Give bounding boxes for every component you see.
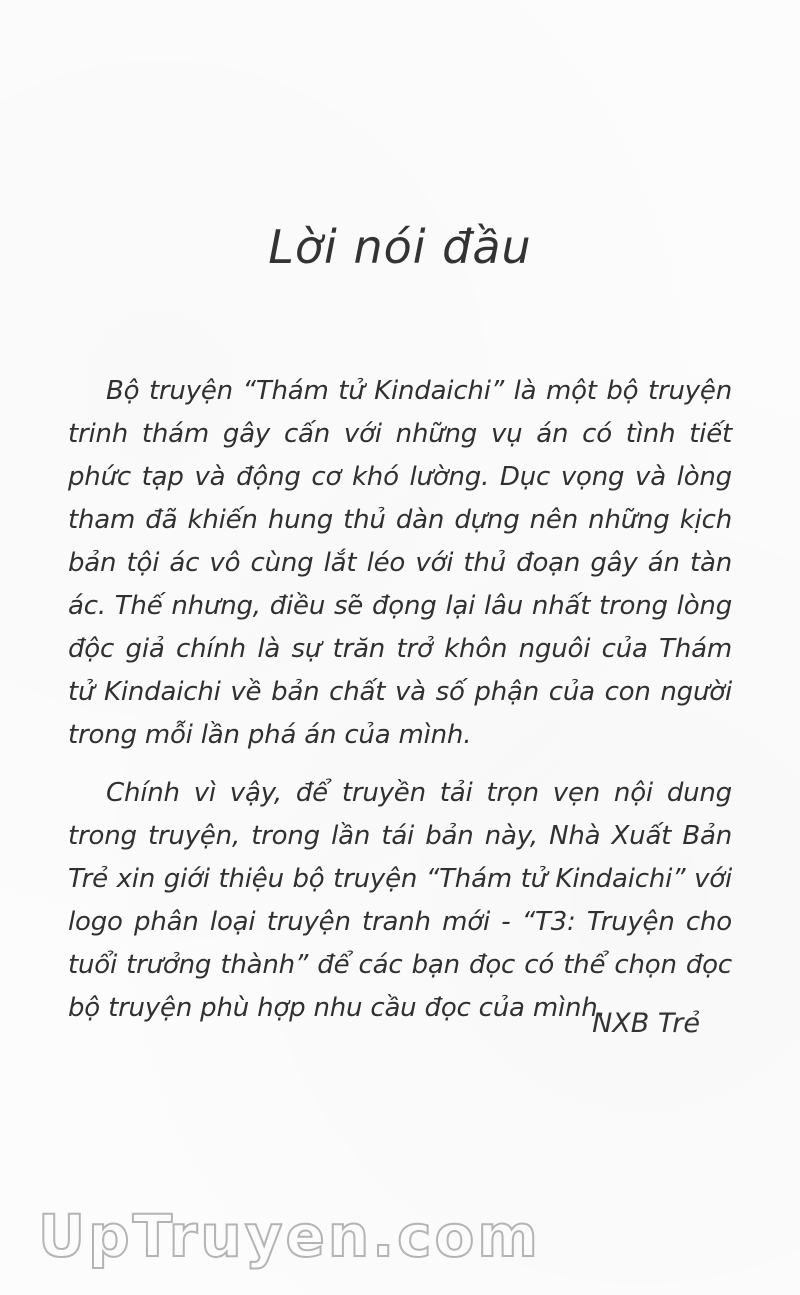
publisher-signature: NXB Trẻ xyxy=(592,1008,700,1039)
paragraph-1: Bộ truyện “Thám tử Kindaichi” là một bộ truyện trinh thám gây cấn với những vụ án có tình tiết phức tạp và động cơ khó lường. Dục vọng và lòng tham đã khiến hung thủ dàn dựng nên những kịch bản tội ác vô cùng lắt léo với thủ đoạn gây án tàn ác. Thế nhưng, điều sẽ đọng lại lâu nhất trong lòng độc giả chính là sự trăn trở khôn nguôi của Thám tử Kindaichi về bản chất và số phận của con người trong mỗi lần phá án của mình. xyxy=(68,376,732,750)
paragraph-2: Chính vì vậy, để truyền tải trọn vẹn nội dung trong truyện, trong lần tái bản này, Nhà Xuất Bản Trẻ xin giới thiệu bộ truyện “Thám tử Kindaichi” với logo phân loại truyện tranh mới - “T3: Truyện cho tuổi trưởng thành” để các bạn đọc có thể chọn đọc bộ truyện phù hợp nhu cầu đọc của mình. xyxy=(68,778,732,1023)
preface-body xyxy=(68,370,732,1030)
uptruyen-watermark: UpTruyen.com xyxy=(38,1202,541,1270)
page-title: Lời nói đầu xyxy=(268,220,532,274)
